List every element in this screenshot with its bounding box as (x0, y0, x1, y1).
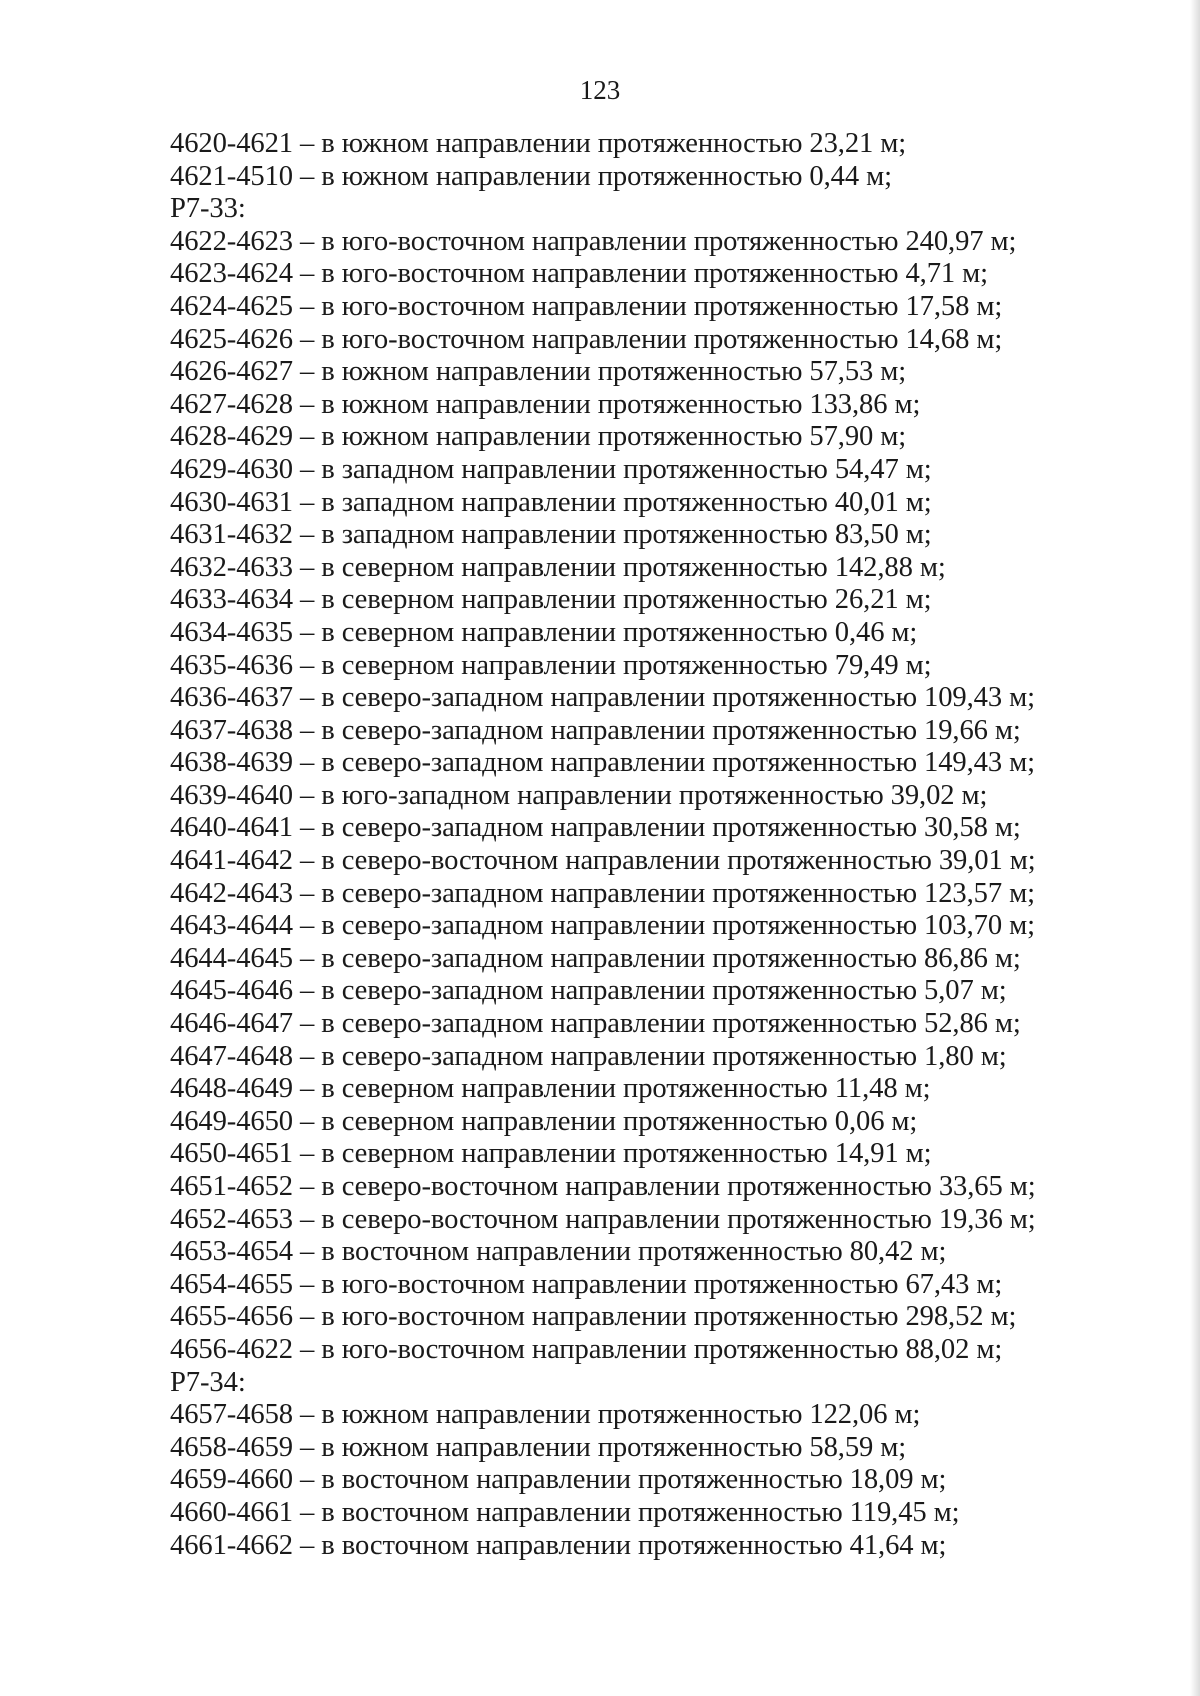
boundary-segment-line: 4641-4642 – в северо-восточном направлении протяженностью 39,01 м; (170, 845, 1036, 877)
boundary-segment-line: 4640-4641 – в северо-западном направлении протяженностью 30,58 м; (170, 812, 1021, 844)
boundary-segment-line: 4628-4629 – в южном направлении протяженностью 57,90 м; (170, 421, 907, 453)
scan-edge-shadow (1190, 0, 1200, 1696)
boundary-segment-line: 4661-4662 – в восточном направлении протяженностью 41,64 м; (170, 1529, 947, 1561)
boundary-segment-line: 4624-4625 – в юго-восточном направлении протяженностью 17,58 м; (170, 290, 1003, 322)
boundary-segment-line: 4642-4643 – в северо-западном направлении протяженностью 123,57 м; (170, 877, 1035, 909)
boundary-segment-line: 4658-4659 – в южном направлении протяженностью 58,59 м; (170, 1431, 907, 1463)
boundary-segment-line: 4633-4634 – в северном направлении протяженностью 26,21 м; (170, 584, 932, 616)
boundary-segment-line: 4656-4622 – в юго-восточном направлении протяженностью 88,02 м; (170, 1333, 1003, 1365)
boundary-segment-line: 4620-4621 – в южном направлении протяженностью 23,21 м; (170, 128, 907, 159)
boundary-segment-line: 4639-4640 – в юго-западном направлении протяженностью 39,02 м; (170, 779, 988, 811)
boundary-segment-line: 4644-4645 – в северо-западном направлении протяженностью 86,86 м; (170, 942, 1021, 974)
page-number: 123 (579, 75, 621, 105)
boundary-segment-line: 4655-4656 – в юго-восточном направлении протяженностью 298,52 м; (170, 1301, 1017, 1333)
boundary-segment-line: 4648-4649 – в северном направлении протяженностью 11,48 м; (170, 1073, 931, 1105)
boundary-segment-line: 4653-4654 – в восточном направлении протяженностью 80,42 м; (170, 1236, 947, 1268)
boundary-segment-line: 4631-4632 – в западном направлении протяженностью 83,50 м; (170, 519, 932, 551)
boundary-segment-line: 4634-4635 – в северном направлении протяженностью 0,46 м; (170, 616, 918, 648)
boundary-segment-line: 4627-4628 – в южном направлении протяженностью 133,86 м; (170, 388, 921, 420)
boundary-segment-line: 4657-4658 – в южном направлении протяженностью 122,06 м; (170, 1399, 921, 1431)
boundary-segment-line: 4649-4650 – в северном направлении протяженностью 0,06 м; (170, 1105, 918, 1137)
boundary-segment-line: 4654-4655 – в юго-восточном направлении протяженностью 67,43 м; (170, 1268, 1003, 1300)
section-heading: Р7-33: (170, 193, 246, 225)
boundary-segment-line: 4629-4630 – в западном направлении протяженностью 54,47 м; (170, 453, 932, 485)
boundary-segment-line: 4632-4633 – в северном направлении протяженностью 142,88 м; (170, 551, 946, 583)
boundary-segment-line: 4650-4651 – в северном направлении протяженностью 14,91 м; (170, 1138, 932, 1170)
boundary-segment-line: 4635-4636 – в северном направлении протяженностью 79,49 м; (170, 649, 932, 681)
boundary-segment-line: 4622-4623 – в юго-восточном направлении протяженностью 240,97 м; (170, 225, 1017, 257)
boundary-segment-line: 4623-4624 – в юго-восточном направлении протяженностью 4,71 м; (170, 258, 988, 290)
boundary-segment-line: 4659-4660 – в восточном направлении протяженностью 18,09 м; (170, 1464, 947, 1496)
boundary-segment-line: 4637-4638 – в северо-западном направлении протяженностью 19,66 м; (170, 714, 1021, 746)
boundary-segment-line: 4625-4626 – в юго-восточном направлении протяженностью 14,68 м; (170, 323, 1003, 355)
boundary-segment-line: 4636-4637 – в северо-западном направлении протяженностью 109,43 м; (170, 682, 1035, 714)
boundary-segment-line: 4652-4653 – в северо-восточном направлении протяженностью 19,36 м; (170, 1203, 1036, 1235)
boundary-segment-line: 4621-4510 – в южном направлении протяженностью 0,44 м; (170, 160, 892, 192)
boundary-segment-line: 4630-4631 – в западном направлении протяженностью 40,01 м; (170, 486, 932, 518)
boundary-segment-line: 4643-4644 – в северо-западном направлении протяженностью 103,70 м; (170, 910, 1035, 942)
boundary-segment-line: 4647-4648 – в северо-западном направлении протяженностью 1,80 м; (170, 1040, 1007, 1072)
boundary-description-list (170, 128, 1090, 1562)
boundary-segment-line: 4638-4639 – в северо-западном направлении протяженностью 149,43 м; (170, 747, 1035, 779)
boundary-segment-line: 4626-4627 – в южном направлении протяженностью 57,53 м; (170, 356, 907, 388)
boundary-segment-line: 4651-4652 – в северо-восточном направлении протяженностью 33,65 м; (170, 1171, 1036, 1202)
boundary-segment-line: 4646-4647 – в северо-западном направлении протяженностью 52,86 м; (170, 1008, 1021, 1040)
boundary-segment-line: 4660-4661 – в восточном направлении протяженностью 119,45 м; (170, 1496, 960, 1528)
boundary-segment-line: 4645-4646 – в северо-западном направлении протяженностью 5,07 м; (170, 975, 1007, 1007)
section-heading: Р7-34: (170, 1366, 246, 1398)
